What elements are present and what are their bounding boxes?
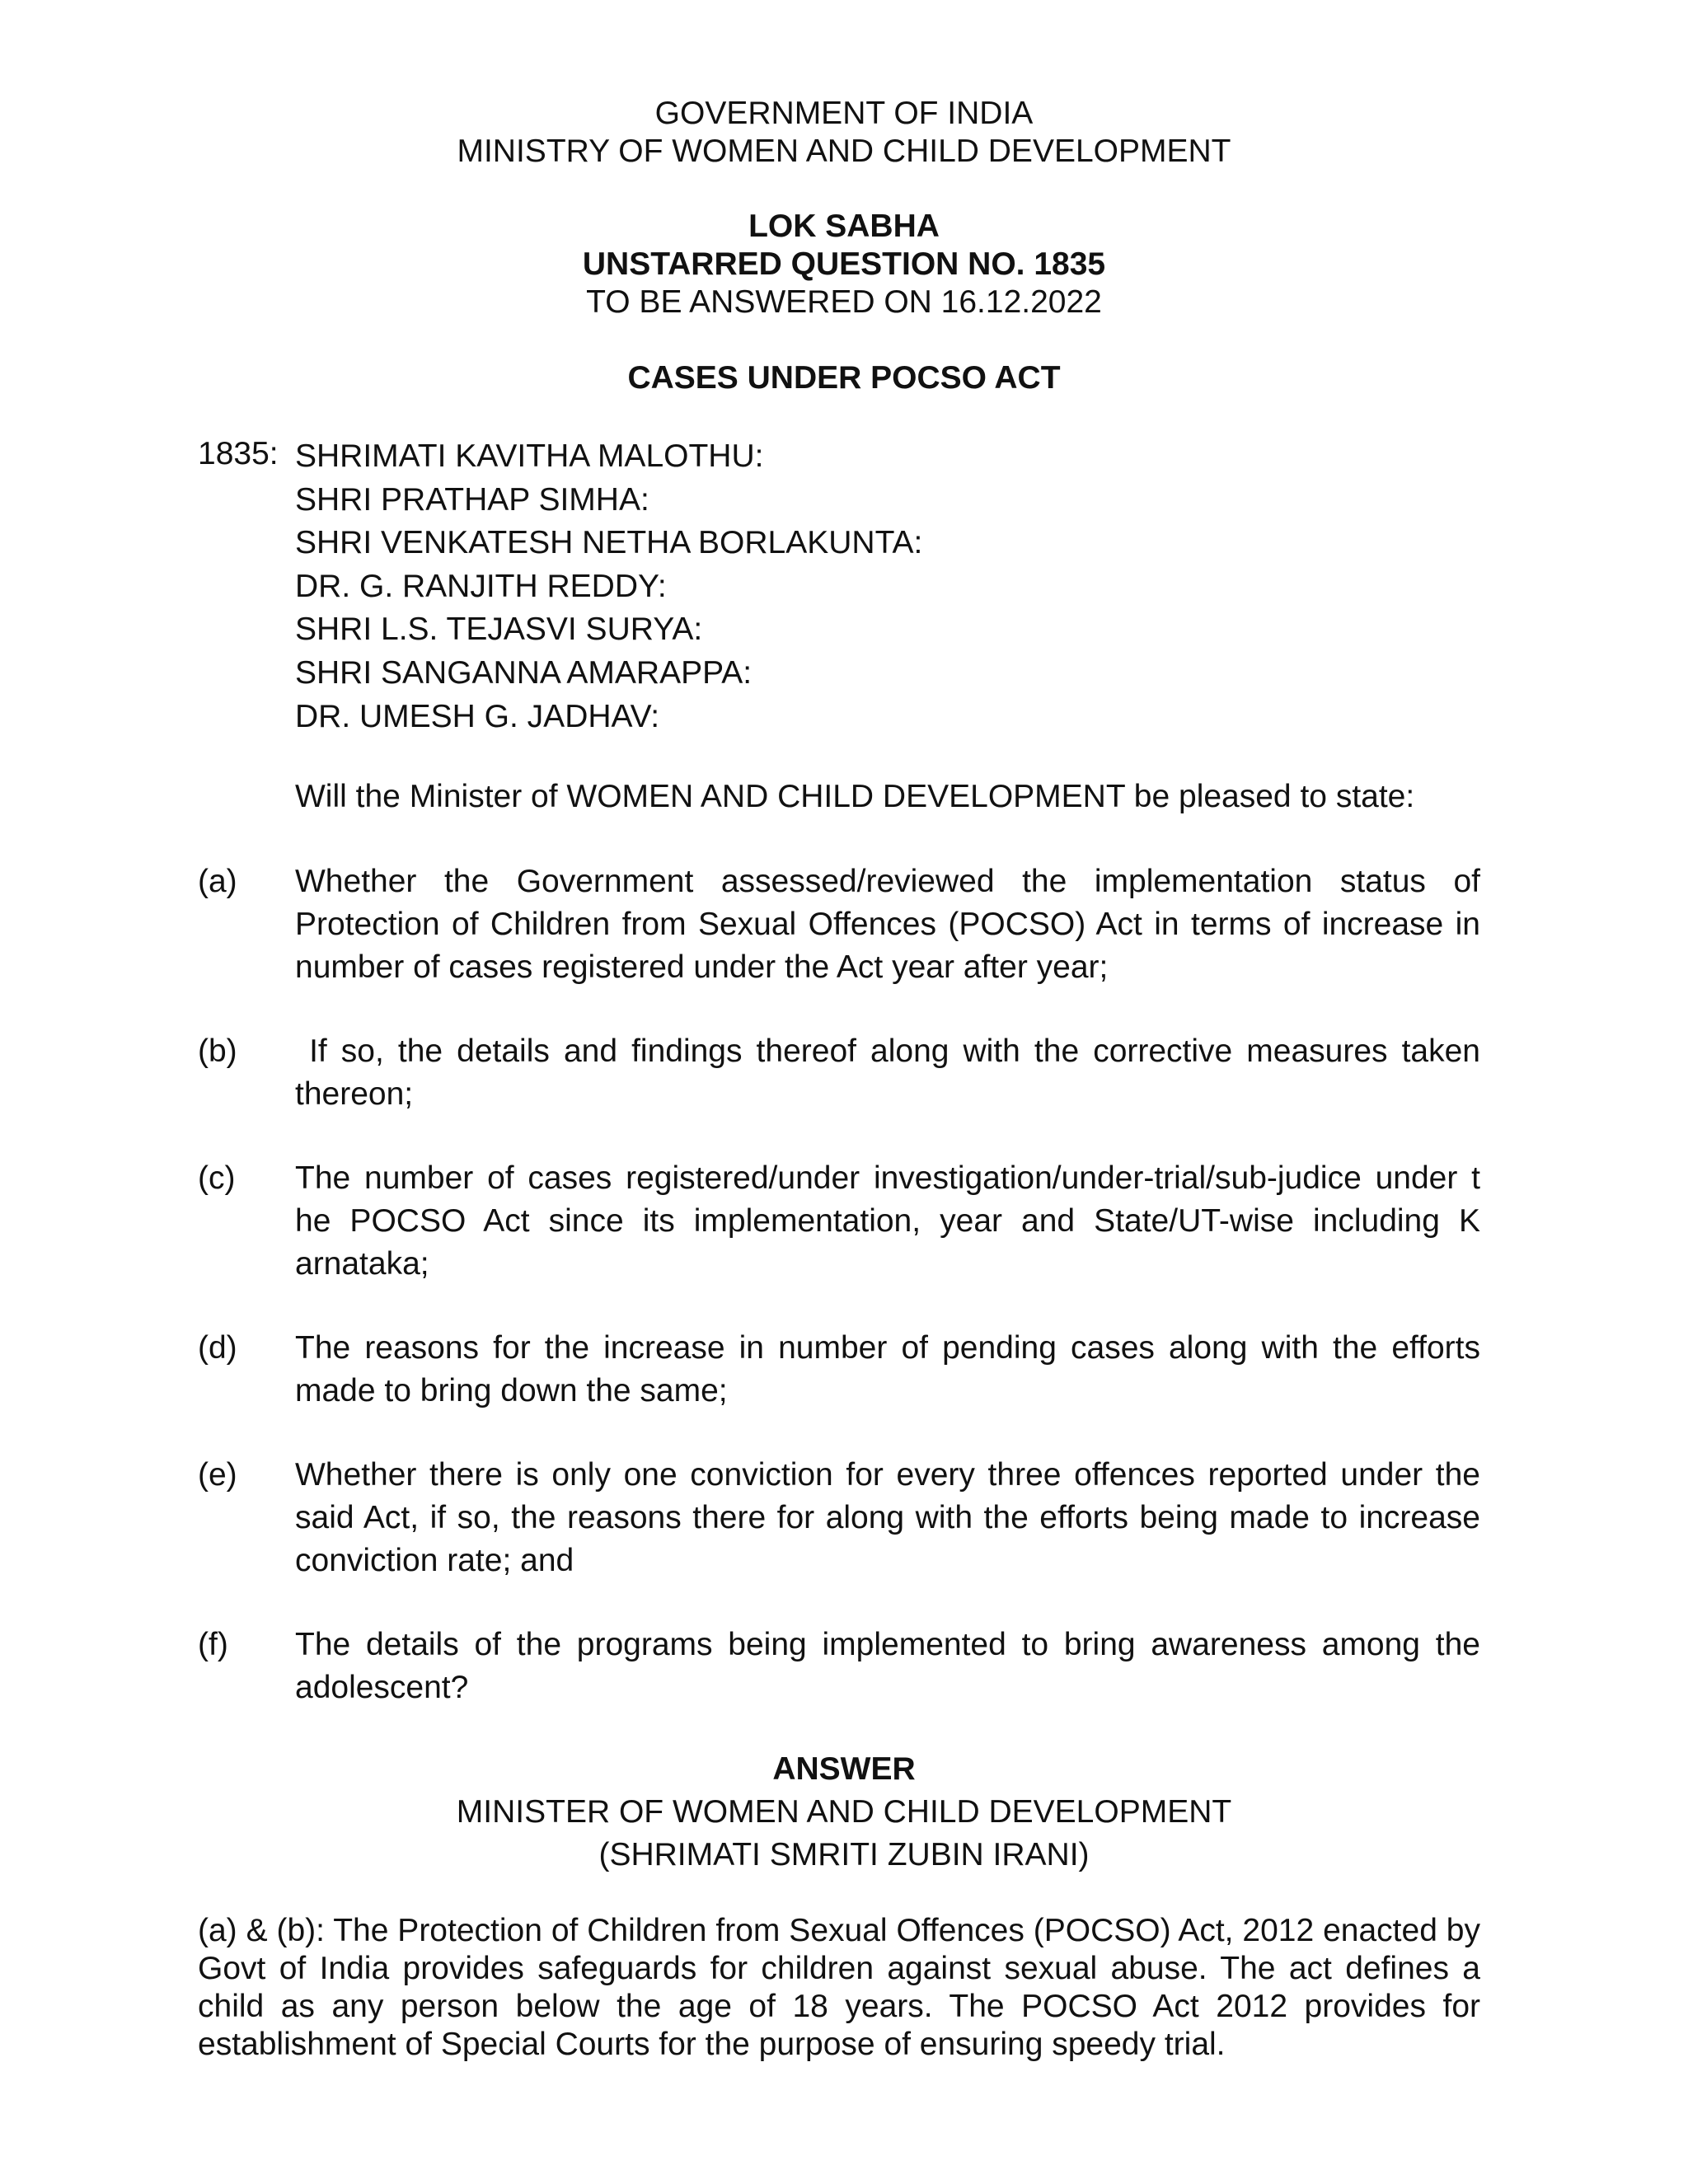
question-number: 1835: — [198, 436, 279, 471]
answer-heading: ANSWER — [772, 1751, 916, 1787]
part-text-d: The reasons for the increase in number of pending cases along with the efforts made to bring down the same; — [295, 1330, 1480, 1408]
answer-paragraph: (a) & (b): The Protection of Children from Sexual Offences (POCSO) Act, 2012 enacted by Govt of India provides safeguards for children against sexual abuse. The act defines a child as any person below the age of 18 years. The POCSO Act 2012 provides for establishment of Special Courts for the purpose of ensuring speedy trial. — [198, 1913, 1480, 2062]
header-government: GOVERNMENT OF INDIA — [654, 96, 1034, 131]
member-name: SHRI VENKATESH NETHA BORLAKUNTA: — [295, 525, 923, 561]
part-label-c: (c) — [198, 1160, 236, 1196]
member-name: DR. UMESH G. JADHAV: — [295, 698, 660, 734]
header-ministry: MINISTRY OF WOMEN AND CHILD DEVELOPMENT — [457, 134, 1231, 169]
minister-title: MINISTER OF WOMEN AND CHILD DEVELOPMENT — [456, 1794, 1232, 1830]
part-text-c: The number of cases registered/under investigation/under-trial/sub-judice under t he POCSO Act since its implementation, year and State/UT-wise including K arnataka; — [295, 1160, 1480, 1282]
part-label-a: (a) — [198, 864, 237, 899]
member-name: SHRI PRATHAP SIMHA: — [295, 481, 649, 518]
member-name: SHRI SANGANNA AMARAPPA: — [295, 654, 753, 691]
answer-date: TO BE ANSWERED ON 16.12.2022 — [586, 284, 1102, 320]
part-label-d: (d) — [198, 1330, 237, 1366]
part-text-a: Whether the Government assessed/reviewed the implementation status of Protection of Children from Sexual Offences (POCSO) Act in terms of increase in number of cases registered under the Act year after year; — [295, 864, 1480, 985]
member-name: SHRIMATI KAVITHA MALOTHU: — [295, 438, 764, 474]
part-text-e: Whether there is only one conviction for every three offences reported under the said Act, if so, the reasons there for along with the efforts being made to increase conviction rate; and — [295, 1457, 1480, 1578]
member-name: DR. G. RANJITH REDDY: — [295, 568, 667, 604]
minister-name: (SHRIMATI SMRITI ZUBIN IRANI) — [598, 1837, 1090, 1872]
member-list — [295, 435, 922, 738]
part-label-f: (f) — [198, 1627, 228, 1662]
part-label-b: (b) — [198, 1033, 237, 1069]
member-name: SHRI L.S. TEJASVI SURYA: — [295, 612, 703, 648]
house-name: LOK SABHA — [748, 209, 940, 244]
subject-title: CASES UNDER POCSO ACT — [627, 360, 1061, 396]
part-text-b: If so, the details and findings thereof along with the corrective measures taken thereon; — [295, 1033, 1489, 1112]
question-intro: Will the Minister of WOMEN AND CHILD DEVELOPMENT be pleased to state: — [295, 779, 1415, 814]
question-type: UNSTARRED QUESTION NO. 1835 — [582, 246, 1106, 282]
part-text-f: The details of the programs being implemented to bring awareness among the adolescent? — [295, 1627, 1480, 1705]
part-label-e: (e) — [198, 1457, 237, 1493]
